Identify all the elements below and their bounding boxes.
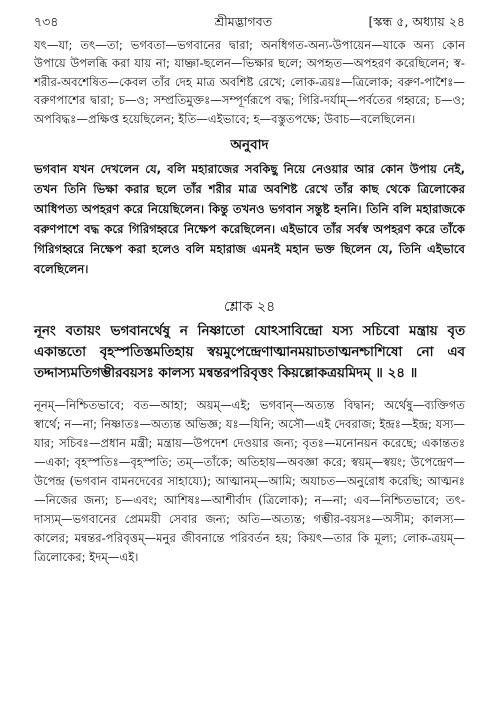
page-number: ৭৩৪ — [34, 14, 59, 29]
word-meanings-bottom: নূনম্—নিশ্চিতভাবে; বত—আহা; অয়ম্—এই; ভগবান্—অত্যন্ত বিদ্বান; অর্থেষু—ব্যক্তিগত স্বার্থে; ন—না; নিষ্ণাতঃ—অত্যন্ত অভিজ্ঞ; যঃ—যিনি; অসৌ—এই দেবরাজ; ইন্দ্রঃ—ইন্দ্র; যস্য—যার; সচিবঃ—প্রধান মন্ত্রী; মন্ত্রায়—উপদেশ দেওয়ার জন্য; বৃতঃ—মনোনয়ন করেছে; একান্ততঃ—একা; বৃহস্পতিঃ—বৃহস্পতি; তম্—তাঁকে; অতিহায়—অবজ্ঞা করে; স্বয়ম্—স্বয়ং; উপেন্দ্রেণ—উপেন্দ্র (ভগবান বামনদেবের সাহায্যে); আত্মানম্—আমি; অযাচত—অনুরোধ করেছি; আত্মনঃ—নিজের জন্য; চ—এবং; আশিষঃ—আশীর্বাদ (ত্রিলোক); ন—না; এব—নিশ্চিতভাবে; তৎ-দাস্যম্—ভগবানের প্রেমময়ী সেবার জন্য; অতি—অত্যন্ত; গম্ভীর-বয়সঃ—অসীম; কালস্য—কালের; মন্বন্তর-পরিবৃত্তম্—মনুর জীবনান্তে পরিবর্তন হয়; কিয়ৎ—তার কি মূল্য; লোক-ত্রয়ম্—ত্রিলোকের; ইদম্—এই। — [34, 398, 465, 565]
word-meanings-top: যৎ—যা; তৎ—তা; ভগবতা—ভগবানের দ্বারা; অনধিগত-অন্য-উপায়েন—যাকে অন্য কোন উপায়ে উপলব্ধি করা যায় না; যাচ্ঞা-ছলেন—ভিক্ষার ছলে; অপহৃত—অপহরণ করেছিলেন; স্ব-শরীর-অবশেষিত—কেবল তাঁর দেহ মাত্র অবশিষ্ট রেখে; লোক-ত্রয়ঃ—ত্রিলোক; বরুণ-পাশৈঃ—বরুণপাশের দ্বারা; চ—ও; সম্প্রতিমুক্তঃ—সম্পূর্ণরূপে বদ্ধ; গিরি-দর্যাম্—পর্বতের গহ্বরে; চ—ও; অপবিদ্ধঃ—প্রক্ষিপ্ত হয়েছিলেন; ইতি—এইভাবে; হ—বস্তুতপক্ষে; উবাচ—বলেছিলেন। — [34, 38, 465, 126]
book-title: শ্রীমদ্ভাগবত — [214, 14, 273, 29]
verse-number: শ্লোক ২৪ — [223, 299, 276, 316]
translation-heading: অনুবাদ — [230, 137, 269, 154]
translation-text: ভগবান যখন দেখলেন যে, বলি মহারাজের সবকিছু নিয়ে নেওয়ার আর কোন উপায় নেই, তখন তিনি ভিক্ষা করার ছলে তাঁর শরীর মাত্র অবশিষ্ট রেখে তাঁর কাছ থেকে ত্রিলোকের আধিপত্য অপহরণ করে নিয়েছিলেন। কিন্তু তখনও ভগবান সন্তুষ্ট হননি। তিনি বলি মহারাজকে বরুণপাশে বদ্ধ করে গিরিগহ্বরে নিক্ষেপ করেছিলেন। এইভাবে তাঁর সর্বস্ব অপহরণ করে তাঁকে গিরিগহ্বরে নিক্ষেপ করা হলেও বলি মহারাজ এমনই মহান ভক্ত ছিলেন যে, তিনি এইভাবে বলেছিলেন। — [34, 162, 465, 277]
verse-text: নূনং বতায়ং ভগবানর্থেষু ন নিষ্ণাতো যোঽসাবিন্দ্রো যস্য সচিবো মন্ত্রায় বৃত একান্ততো বৃহস্পতিস্তমতিহায় স্বয়মুপেন্দ্রেণাত্মানময়াচতাত্মনশ্চাশিষো নো এব তদ্দাস্যমতিগম্ভীরবয়সঃ কালস্য মন্বন্তরপরিবৃত্তং কিয়ল্লোকত্রয়মিদম্ ॥ ২৪ ॥ — [34, 324, 465, 382]
page-header — [34, 14, 465, 36]
chapter-reference: [স্কন্ধ ৫, অধ্যায় ২৪ — [368, 14, 465, 29]
